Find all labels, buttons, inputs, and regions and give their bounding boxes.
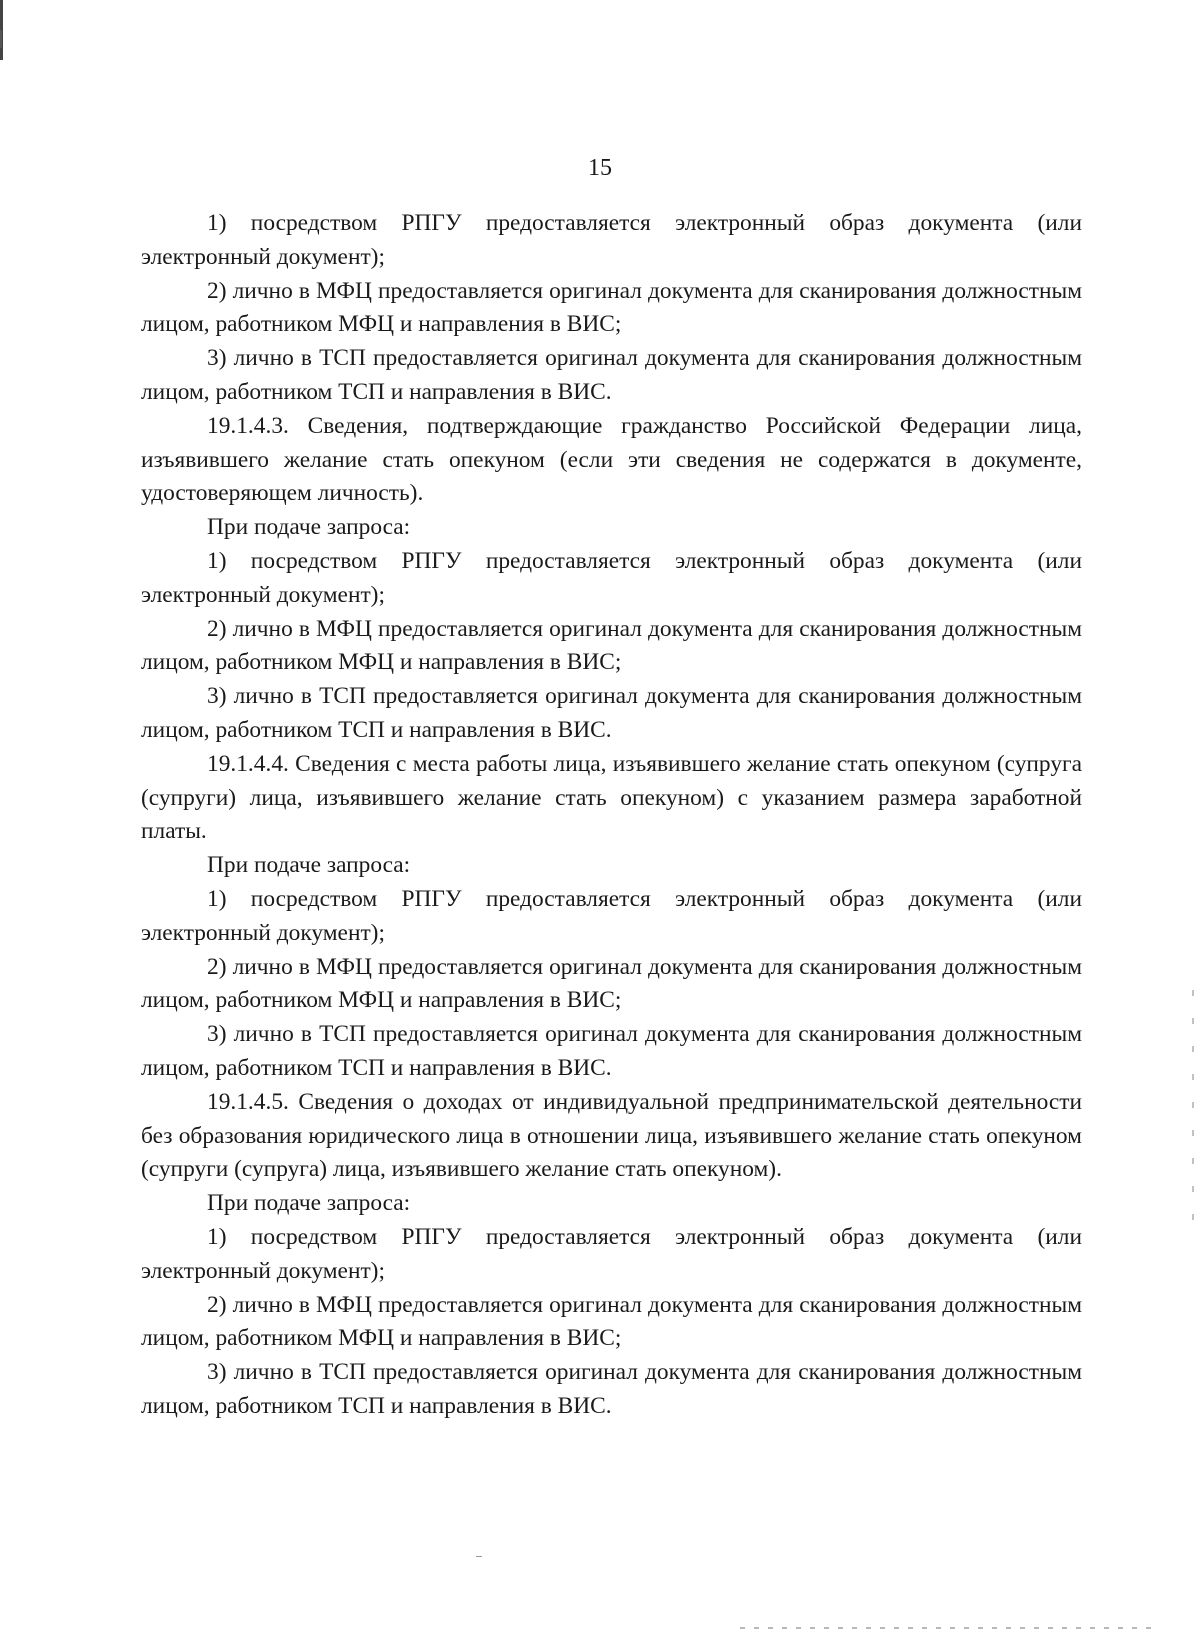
paragraph: При подаче запроса: [207,514,411,541]
paragraph: 3) лично в ТСП предоставляется оригинал документа для сканирования должностным лицом, работником ТСП и направления в ВИС. [141,683,1082,743]
page-number: 15 [588,155,612,181]
scan-edge-mark [0,30,2,48]
scan-margin-marks [1192,990,1194,1240]
paragraph: При подаче запроса: [207,1190,411,1217]
scan-dot-mark [476,1556,482,1557]
scan-bottom-marks [740,1627,1160,1629]
paragraph: При подаче запроса: [207,852,411,879]
paragraph: 2) лично в МФЦ предоставляется оригинал документа для сканирования должностным лицом, работником МФЦ и направления в ВИС; [141,277,1082,338]
paragraph: 19.1.4.4. Сведения с места работы лица, изъявившего желание стать опекуном (супруга (супруги) лица, изъявившего желание стать опекуном) с указанием размера заработной платы. [141,750,1082,845]
paragraph: 3) лично в ТСП предоставляется оригинал документа для сканирования должностным лицом, работником ТСП и направления в ВИС. [141,345,1082,405]
paragraph: 2) лично в МФЦ предоставляется оригинал документа для сканирования должностным лицом, работником МФЦ и направления в ВИС; [141,1291,1082,1352]
document-body [141,207,1082,1424]
paragraph: 3) лично в ТСП предоставляется оригинал документа для сканирования должностным лицом, работником ТСП и направления в ВИС. [141,1359,1082,1419]
paragraph: 2) лично в МФЦ предоставляется оригинал документа для сканирования должностным лицом, работником МФЦ и направления в ВИС; [141,615,1082,676]
paragraph: 3) лично в ТСП предоставляется оригинал документа для сканирования должностным лицом, работником ТСП и направления в ВИС. [141,1021,1082,1081]
paragraph: 2) лично в МФЦ предоставляется оригинал документа для сканирования должностным лицом, работником МФЦ и направления в ВИС; [141,953,1082,1014]
paragraph: 1) посредством РПГУ предоставляется электронный образ документа (или электронный документ); [141,1223,1082,1284]
paragraph: 19.1.4.5. Сведения о доходах от индивидуальной предпринимательской деятельности без образования юридического лица в отношении лица, изъявившего желание стать опекуном (супруги (супруга) лица, изъявившего желание стать опекуном). [141,1088,1082,1183]
paragraph: 1) посредством РПГУ предоставляется электронный образ документа (или электронный документ); [141,547,1082,608]
paragraph: 1) посредством РПГУ предоставляется электронный образ документа (или электронный документ); [141,885,1082,946]
paragraph: 19.1.4.3. Сведения, подтверждающие гражданство Российской Федерации лица, изъявившего желание стать опекуном (если эти сведения не содержатся в документе, удостоверяющем личность). [141,412,1082,507]
paragraph: 1) посредством РПГУ предоставляется электронный образ документа (или электронный документ); [141,210,1082,270]
